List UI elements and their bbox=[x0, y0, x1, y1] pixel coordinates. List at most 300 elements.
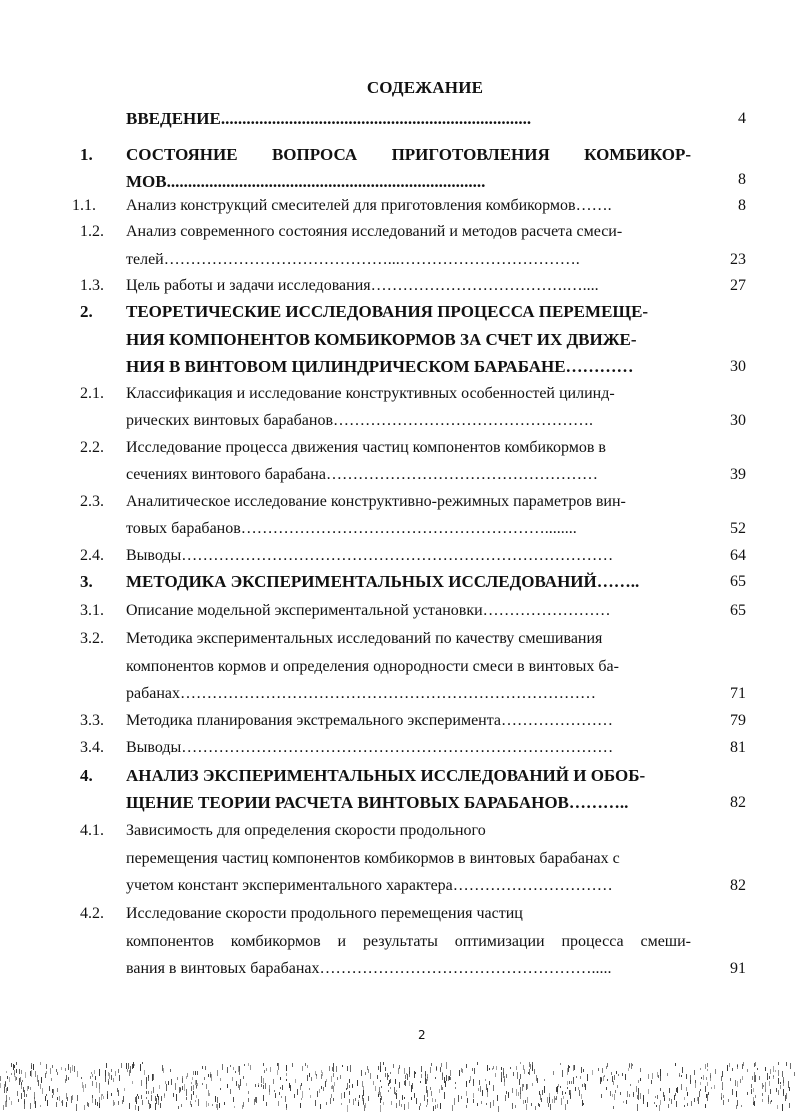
noise-speck bbox=[170, 1069, 171, 1072]
noise-speck bbox=[654, 1102, 655, 1105]
noise-speck bbox=[574, 1065, 575, 1070]
noise-speck bbox=[409, 1071, 410, 1077]
noise-speck bbox=[347, 1105, 348, 1112]
noise-speck bbox=[442, 1072, 443, 1076]
page-title: СОДЕЖАНИЕ bbox=[366, 78, 484, 97]
noise-speck bbox=[557, 1091, 558, 1094]
noise-speck bbox=[7, 1076, 8, 1079]
noise-speck bbox=[349, 1079, 350, 1084]
noise-speck bbox=[77, 1071, 78, 1077]
noise-speck bbox=[380, 1067, 381, 1073]
toc-entry-3-4: Выводы……………………………………………………………………… bbox=[126, 739, 614, 756]
noise-speck bbox=[362, 1095, 363, 1099]
noise-speck bbox=[571, 1081, 572, 1084]
noise-speck bbox=[703, 1075, 704, 1080]
toc-entry-1-1: Анализ конструкций смесителей для приготовления комбикормов……. bbox=[126, 197, 612, 214]
noise-speck bbox=[301, 1083, 302, 1086]
noise-speck bbox=[472, 1068, 473, 1071]
toc-entry-1: СОСТОЯНИЕ ВОПРОСА ПРИГОТОВЛЕНИЯ КОМБИКОР- bbox=[126, 145, 691, 164]
noise-speck bbox=[504, 1076, 505, 1083]
noise-speck bbox=[630, 1084, 631, 1086]
noise-speck bbox=[411, 1097, 412, 1100]
toc-entry-3-2-cont: компонентов кормов и определения однородности смеси в винтовых ба- bbox=[126, 658, 619, 675]
noise-speck bbox=[344, 1092, 345, 1099]
noise-speck bbox=[711, 1087, 712, 1089]
noise-speck bbox=[330, 1098, 331, 1103]
noise-speck bbox=[383, 1062, 384, 1065]
noise-speck bbox=[168, 1081, 169, 1085]
noise-speck bbox=[648, 1089, 649, 1094]
noise-speck bbox=[266, 1102, 267, 1106]
noise-speck bbox=[585, 1084, 586, 1088]
noise-speck bbox=[607, 1079, 608, 1081]
noise-speck bbox=[395, 1092, 396, 1095]
noise-speck bbox=[263, 1095, 264, 1102]
noise-speck bbox=[146, 1097, 147, 1099]
noise-speck bbox=[686, 1087, 687, 1090]
noise-speck bbox=[783, 1080, 784, 1086]
noise-speck bbox=[527, 1097, 528, 1103]
scan-noise-strip bbox=[0, 1062, 795, 1108]
noise-speck bbox=[274, 1090, 275, 1092]
noise-speck bbox=[478, 1088, 479, 1091]
toc-number: 4.1. bbox=[80, 822, 104, 839]
noise-speck bbox=[325, 1081, 326, 1087]
noise-speck bbox=[217, 1070, 218, 1076]
noise-speck bbox=[405, 1080, 406, 1086]
noise-speck bbox=[385, 1073, 386, 1077]
noise-speck bbox=[736, 1091, 737, 1097]
noise-speck bbox=[132, 1064, 133, 1068]
noise-speck bbox=[357, 1080, 358, 1086]
noise-speck bbox=[118, 1069, 119, 1072]
noise-speck bbox=[638, 1088, 639, 1094]
noise-speck bbox=[598, 1068, 599, 1071]
noise-speck bbox=[377, 1075, 378, 1079]
noise-speck bbox=[575, 1087, 576, 1092]
noise-speck bbox=[554, 1096, 555, 1102]
noise-speck bbox=[129, 1103, 130, 1110]
noise-speck bbox=[350, 1065, 351, 1072]
noise-speck bbox=[186, 1097, 187, 1100]
noise-speck bbox=[52, 1095, 53, 1097]
noise-speck bbox=[523, 1084, 524, 1087]
toc-number: 1.2. bbox=[80, 223, 104, 240]
noise-speck bbox=[737, 1081, 738, 1087]
noise-speck bbox=[486, 1084, 487, 1090]
noise-speck bbox=[567, 1100, 568, 1104]
toc-entry-2-3: Аналитическое исследование конструктивно-режимных параметров вин- bbox=[126, 493, 626, 510]
toc-entry-3-3: Методика планирования экстремального эксперимента………………… bbox=[126, 712, 614, 729]
noise-speck bbox=[297, 1089, 298, 1095]
noise-speck bbox=[358, 1102, 359, 1106]
page-number: 2 bbox=[418, 1028, 426, 1042]
noise-speck bbox=[349, 1091, 350, 1096]
noise-speck bbox=[776, 1088, 777, 1092]
noise-speck bbox=[660, 1088, 661, 1090]
noise-speck bbox=[380, 1062, 381, 1066]
noise-speck bbox=[562, 1091, 563, 1096]
noise-speck bbox=[715, 1069, 716, 1074]
noise-speck bbox=[700, 1068, 701, 1071]
noise-speck bbox=[527, 1084, 528, 1089]
noise-speck bbox=[33, 1064, 34, 1071]
noise-speck bbox=[270, 1067, 271, 1072]
noise-speck bbox=[286, 1079, 287, 1081]
noise-speck bbox=[582, 1100, 583, 1106]
noise-speck bbox=[72, 1095, 73, 1101]
noise-speck bbox=[467, 1098, 468, 1103]
noise-speck bbox=[22, 1080, 23, 1082]
noise-speck bbox=[340, 1075, 341, 1079]
noise-speck bbox=[495, 1073, 496, 1077]
noise-speck bbox=[714, 1085, 715, 1089]
noise-speck bbox=[473, 1093, 474, 1098]
noise-speck bbox=[248, 1098, 249, 1102]
toc-number: 4. bbox=[80, 766, 93, 785]
noise-speck bbox=[640, 1093, 641, 1098]
noise-speck bbox=[62, 1102, 63, 1105]
toc-page: 65 bbox=[730, 573, 746, 590]
noise-speck bbox=[493, 1100, 494, 1106]
noise-speck bbox=[626, 1100, 627, 1104]
noise-speck bbox=[520, 1074, 521, 1079]
noise-speck bbox=[349, 1099, 350, 1103]
noise-speck bbox=[525, 1100, 526, 1103]
noise-speck bbox=[286, 1065, 287, 1071]
noise-speck bbox=[583, 1103, 584, 1105]
noise-speck bbox=[233, 1097, 234, 1101]
noise-speck bbox=[385, 1067, 386, 1071]
toc-page: 52 bbox=[730, 520, 746, 537]
noise-speck bbox=[659, 1105, 660, 1111]
noise-speck bbox=[754, 1076, 755, 1082]
noise-speck bbox=[114, 1102, 115, 1105]
noise-speck bbox=[347, 1083, 348, 1089]
noise-speck bbox=[31, 1070, 32, 1076]
noise-speck bbox=[196, 1095, 197, 1098]
noise-speck bbox=[707, 1069, 708, 1071]
noise-speck bbox=[341, 1093, 342, 1099]
noise-speck bbox=[565, 1104, 566, 1110]
noise-speck bbox=[647, 1102, 648, 1107]
noise-speck bbox=[352, 1086, 353, 1088]
noise-speck bbox=[519, 1079, 520, 1085]
toc-page: 4 bbox=[738, 110, 746, 127]
noise-speck bbox=[435, 1077, 436, 1080]
toc-number: 3.4. bbox=[80, 739, 104, 756]
noise-speck bbox=[289, 1083, 290, 1088]
noise-speck bbox=[197, 1083, 198, 1085]
noise-speck bbox=[537, 1078, 538, 1083]
noise-speck bbox=[151, 1091, 152, 1094]
noise-speck bbox=[81, 1077, 82, 1079]
toc-page: 71 bbox=[730, 685, 746, 702]
noise-speck bbox=[210, 1074, 211, 1077]
noise-speck bbox=[520, 1062, 521, 1064]
noise-speck bbox=[684, 1097, 685, 1099]
noise-speck bbox=[512, 1106, 513, 1109]
noise-speck bbox=[721, 1076, 722, 1081]
noise-speck bbox=[279, 1092, 280, 1095]
noise-speck bbox=[206, 1101, 207, 1107]
noise-speck bbox=[759, 1076, 760, 1080]
noise-speck bbox=[124, 1088, 125, 1091]
noise-speck bbox=[638, 1080, 639, 1082]
noise-speck bbox=[265, 1083, 266, 1088]
noise-speck bbox=[61, 1067, 62, 1070]
noise-speck bbox=[121, 1063, 122, 1067]
noise-speck bbox=[333, 1086, 334, 1091]
noise-speck bbox=[180, 1088, 181, 1091]
noise-speck bbox=[555, 1098, 556, 1101]
noise-speck bbox=[579, 1090, 580, 1096]
noise-speck bbox=[175, 1083, 176, 1090]
noise-speck bbox=[136, 1101, 137, 1104]
noise-speck bbox=[430, 1067, 431, 1073]
noise-speck bbox=[302, 1091, 303, 1097]
toc-page: 39 bbox=[730, 466, 746, 483]
noise-speck bbox=[141, 1095, 142, 1099]
noise-speck bbox=[667, 1073, 668, 1076]
noise-speck bbox=[196, 1084, 197, 1090]
toc-page: 8 bbox=[738, 171, 746, 188]
noise-speck bbox=[315, 1100, 316, 1106]
noise-speck bbox=[396, 1090, 397, 1092]
noise-speck bbox=[658, 1075, 659, 1079]
toc-page: 23 bbox=[730, 251, 746, 268]
noise-speck bbox=[242, 1105, 243, 1109]
noise-speck bbox=[695, 1083, 696, 1088]
noise-speck bbox=[531, 1103, 532, 1106]
noise-speck bbox=[41, 1077, 42, 1081]
noise-speck bbox=[637, 1104, 638, 1110]
noise-speck bbox=[562, 1070, 563, 1076]
noise-speck bbox=[294, 1094, 295, 1098]
noise-speck bbox=[786, 1062, 787, 1065]
noise-speck bbox=[115, 1071, 116, 1075]
noise-speck bbox=[496, 1066, 497, 1070]
noise-speck bbox=[532, 1065, 533, 1070]
noise-speck bbox=[68, 1077, 69, 1080]
noise-speck bbox=[95, 1076, 96, 1080]
noise-speck bbox=[164, 1094, 165, 1098]
noise-speck bbox=[426, 1105, 427, 1107]
noise-speck bbox=[558, 1084, 559, 1087]
noise-speck bbox=[732, 1068, 733, 1072]
noise-speck bbox=[616, 1071, 617, 1075]
noise-speck bbox=[602, 1068, 603, 1073]
noise-speck bbox=[26, 1094, 27, 1097]
noise-speck bbox=[310, 1095, 311, 1098]
noise-speck bbox=[614, 1075, 615, 1080]
noise-speck bbox=[606, 1087, 607, 1090]
noise-speck bbox=[13, 1064, 14, 1070]
noise-speck bbox=[677, 1087, 678, 1093]
toc-number: 3.2. bbox=[80, 630, 104, 647]
noise-speck bbox=[629, 1064, 630, 1067]
noise-speck bbox=[243, 1076, 244, 1079]
noise-speck bbox=[305, 1063, 306, 1066]
noise-speck bbox=[560, 1063, 561, 1066]
noise-speck bbox=[431, 1063, 432, 1066]
noise-speck bbox=[56, 1102, 57, 1108]
toc-number: 1.1. bbox=[72, 197, 96, 214]
noise-speck bbox=[722, 1088, 723, 1090]
noise-speck bbox=[280, 1077, 281, 1079]
noise-speck bbox=[261, 1084, 262, 1086]
noise-speck bbox=[254, 1099, 255, 1103]
noise-speck bbox=[765, 1089, 766, 1093]
noise-speck bbox=[138, 1096, 139, 1099]
noise-speck bbox=[378, 1092, 379, 1096]
noise-speck bbox=[541, 1098, 542, 1103]
noise-speck bbox=[432, 1098, 433, 1102]
noise-speck bbox=[375, 1086, 376, 1091]
noise-speck bbox=[212, 1104, 213, 1106]
noise-speck bbox=[530, 1064, 531, 1070]
noise-speck bbox=[762, 1083, 763, 1089]
noise-speck bbox=[96, 1082, 97, 1089]
noise-speck bbox=[205, 1066, 206, 1070]
noise-speck bbox=[682, 1067, 683, 1074]
noise-speck bbox=[576, 1076, 577, 1078]
noise-speck bbox=[281, 1096, 282, 1098]
noise-speck bbox=[466, 1064, 467, 1069]
noise-speck bbox=[317, 1091, 318, 1097]
noise-speck bbox=[727, 1065, 728, 1071]
noise-speck bbox=[97, 1102, 98, 1105]
noise-speck bbox=[652, 1073, 653, 1080]
noise-speck bbox=[501, 1078, 502, 1081]
noise-speck bbox=[782, 1071, 783, 1077]
noise-speck bbox=[729, 1063, 730, 1067]
noise-speck bbox=[46, 1064, 47, 1069]
noise-speck bbox=[66, 1075, 67, 1081]
noise-speck bbox=[193, 1085, 194, 1090]
noise-speck bbox=[676, 1101, 677, 1107]
toc-page: 27 bbox=[730, 277, 746, 294]
noise-speck bbox=[130, 1066, 131, 1073]
toc-page: 8 bbox=[738, 197, 746, 214]
noise-speck bbox=[690, 1075, 691, 1082]
noise-speck bbox=[309, 1088, 310, 1091]
toc-number: 1. bbox=[80, 145, 93, 164]
noise-speck bbox=[544, 1079, 545, 1082]
noise-speck bbox=[753, 1088, 754, 1092]
noise-speck bbox=[623, 1101, 624, 1103]
toc-page: 30 bbox=[730, 358, 746, 375]
noise-speck bbox=[710, 1073, 711, 1078]
noise-speck bbox=[329, 1066, 330, 1071]
noise-speck bbox=[381, 1096, 382, 1100]
noise-speck bbox=[501, 1072, 502, 1078]
noise-speck bbox=[754, 1072, 755, 1076]
noise-speck bbox=[421, 1074, 422, 1078]
noise-speck bbox=[227, 1084, 228, 1088]
noise-speck bbox=[757, 1068, 758, 1071]
noise-speck bbox=[569, 1081, 570, 1084]
toc-number: 2.4. bbox=[80, 547, 104, 564]
noise-speck bbox=[698, 1097, 699, 1104]
noise-speck bbox=[0, 1076, 1, 1082]
noise-speck bbox=[707, 1063, 708, 1066]
noise-speck bbox=[675, 1063, 676, 1065]
noise-speck bbox=[192, 1077, 193, 1080]
noise-speck bbox=[669, 1088, 670, 1092]
noise-speck bbox=[368, 1096, 369, 1100]
noise-speck bbox=[142, 1062, 143, 1064]
noise-speck bbox=[380, 1092, 381, 1097]
noise-speck bbox=[517, 1072, 518, 1079]
noise-speck bbox=[728, 1099, 729, 1102]
noise-speck bbox=[184, 1084, 185, 1091]
noise-speck bbox=[70, 1067, 71, 1073]
noise-speck bbox=[446, 1062, 447, 1069]
noise-speck bbox=[138, 1106, 139, 1111]
noise-speck bbox=[316, 1074, 317, 1079]
noise-speck bbox=[275, 1093, 276, 1098]
noise-speck bbox=[501, 1067, 502, 1069]
noise-speck bbox=[178, 1106, 179, 1109]
noise-speck bbox=[405, 1075, 406, 1079]
noise-speck bbox=[300, 1103, 301, 1109]
noise-speck bbox=[248, 1063, 249, 1066]
noise-speck bbox=[455, 1087, 456, 1089]
noise-speck bbox=[771, 1100, 772, 1102]
noise-speck bbox=[388, 1075, 389, 1077]
noise-speck bbox=[436, 1067, 437, 1070]
noise-speck bbox=[239, 1071, 240, 1075]
noise-speck bbox=[638, 1094, 639, 1100]
noise-speck bbox=[57, 1072, 58, 1075]
noise-speck bbox=[232, 1077, 233, 1080]
noise-speck bbox=[326, 1079, 327, 1082]
noise-speck bbox=[617, 1085, 618, 1088]
noise-speck bbox=[778, 1070, 779, 1076]
noise-speck bbox=[790, 1063, 791, 1069]
noise-speck bbox=[477, 1062, 478, 1065]
noise-speck bbox=[730, 1078, 731, 1081]
noise-speck bbox=[752, 1076, 753, 1079]
noise-speck bbox=[390, 1072, 391, 1074]
noise-speck bbox=[706, 1077, 707, 1080]
toc-number: 3. bbox=[80, 572, 93, 591]
noise-speck bbox=[526, 1104, 527, 1110]
toc-entry-2-cont: НИЯ В ВИНТОВОМ ЦИЛИНДРИЧЕСКОМ БАРАБАНЕ………… bbox=[126, 357, 634, 376]
noise-speck bbox=[74, 1066, 75, 1071]
noise-speck bbox=[5, 1082, 6, 1087]
noise-speck bbox=[445, 1081, 446, 1088]
noise-speck bbox=[482, 1090, 483, 1096]
noise-speck bbox=[40, 1062, 41, 1065]
noise-speck bbox=[387, 1073, 388, 1079]
noise-speck bbox=[77, 1095, 78, 1101]
noise-speck bbox=[362, 1081, 363, 1087]
toc-entry-1-cont: МОВ........................................................................... bbox=[126, 172, 486, 191]
noise-speck bbox=[479, 1080, 480, 1086]
noise-speck bbox=[459, 1070, 460, 1076]
noise-speck bbox=[107, 1094, 108, 1099]
noise-speck bbox=[768, 1095, 769, 1102]
noise-speck bbox=[109, 1073, 110, 1078]
noise-speck bbox=[769, 1081, 770, 1086]
noise-speck bbox=[769, 1076, 770, 1079]
noise-speck bbox=[380, 1080, 381, 1082]
noise-speck bbox=[278, 1101, 279, 1107]
noise-speck bbox=[211, 1074, 212, 1081]
noise-speck bbox=[319, 1089, 320, 1093]
